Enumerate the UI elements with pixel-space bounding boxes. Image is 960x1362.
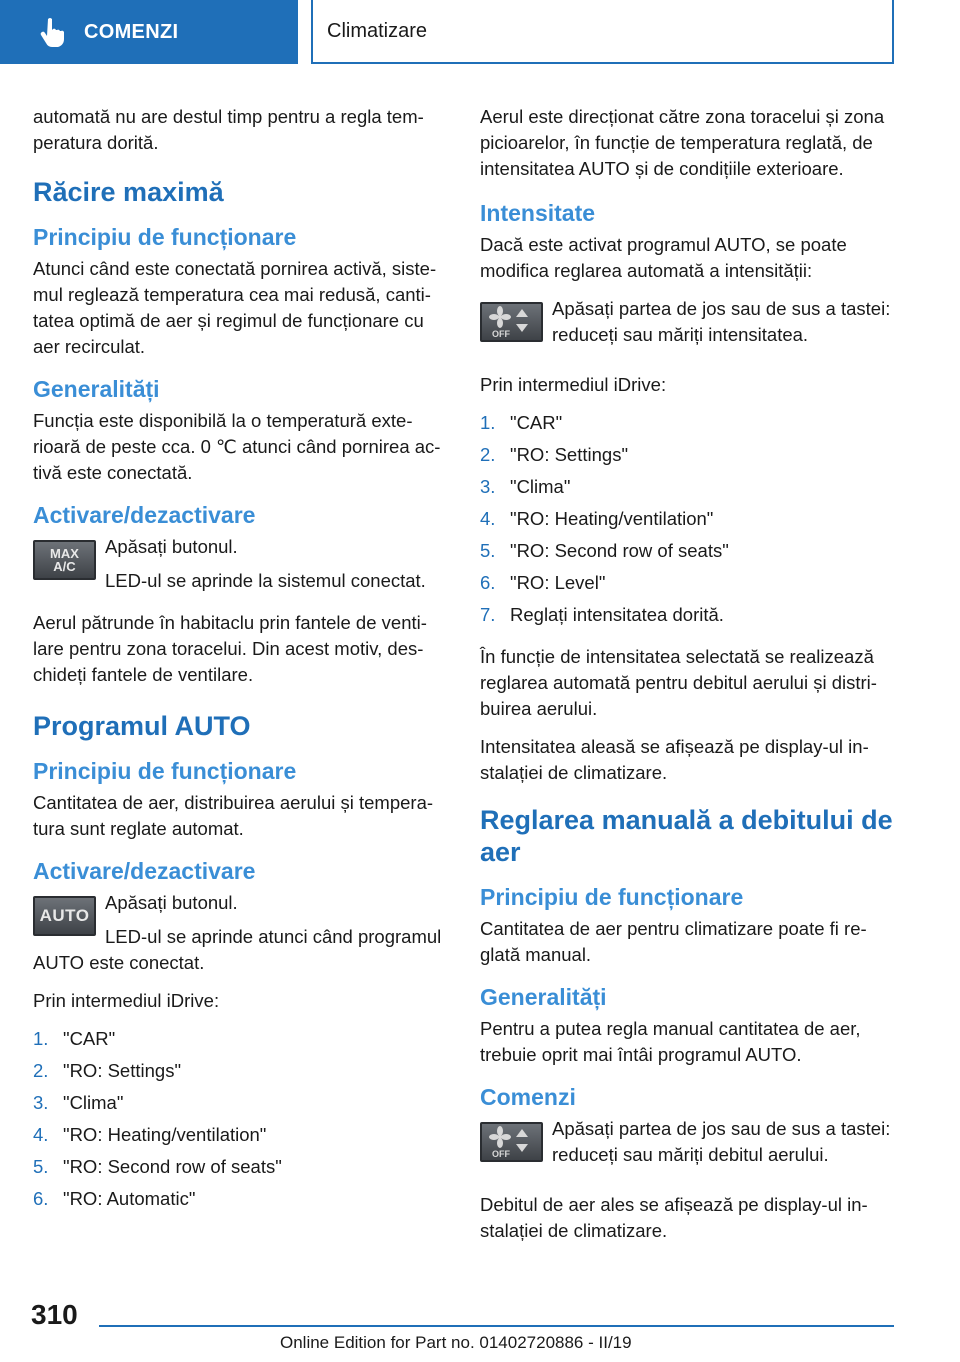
auto-icon-label: AUTO [39,906,90,925]
left-column [33,104,448,1228]
auto-press-text: Apăsați butonul. [105,892,238,913]
list-item: 6. "RO: Level" [480,572,606,593]
auto-idrive-intro: Prin intermediul iDrive: [33,990,220,1011]
list-item: 4. "RO: Heating/ventilation" [480,508,714,529]
intensity-heading: Intensitate [480,200,596,226]
max-ac-button-icon [33,540,96,580]
right-column [480,104,895,1256]
intensity-steps-list [480,410,895,634]
fan-off-button-icon [480,1122,543,1162]
list-item: 5. "RO: Second row of seats" [480,540,729,561]
auto-principle-text: Cantitatea de aer, distribuirea aerului și temperatura sunt reglate automat. [33,792,434,839]
fan-off-button-icon [480,302,543,342]
list-item: 3. "Clima" [480,476,571,497]
list-item: 5. "RO: Second row of seats" [33,1156,282,1177]
list-item: 1. "CAR" [480,412,563,433]
intensity-display-text: Intensitatea aleasă se afișează pe display-ul instalației de climatizare. [480,736,869,783]
chapter-title: Climatizare [327,19,428,42]
auto-button-row [33,890,448,925]
air-direction-text: Aerul este direcționat către zona toracelui și zona picioarelor, în funcție de temperatura reglată, de intensitatea AUTO și de condițiile exterioare. [480,106,885,179]
list-item: 6. "RO: Automatic" [33,1188,196,1209]
general-text: Funcția este disponibilă la o temperatură exterioară de peste cca. 0 ℃ atunci când pornirea activă este conectată. [33,410,441,483]
intensity-press-text: Apăsați partea de jos sau de sus a tastei: reduceți sau măriți intensitatea. [552,298,891,345]
list-item: 1. "CAR" [33,1028,116,1049]
intensity-after-text: În funcție de intensitatea selectată se realizează reglarea automată pentru debitul aerului și distribuirea aerului. [480,646,877,719]
auto-program-title: Programul AUTO [33,711,251,741]
controls-heading: Comenzi [480,1084,576,1110]
general-heading: Generalități [33,376,160,402]
footer-divider [99,1325,894,1327]
manual-flow-title: Reglarea manuală a debitului de aer [480,805,893,867]
list-item: 2. "RO: Settings" [33,1060,182,1081]
auto-button-icon [33,896,96,936]
manual-button-row [480,1116,895,1180]
auto-steps-list [33,1026,448,1218]
page-number: 310 [31,1299,78,1330]
principle-text: Atunci când este conectată pornirea activă, sistemul reglează temperatura cea mai redusă, cantitatea optimă de aer și regimul de funcționare cu aer recirculat. [33,258,437,357]
intensity-text: Dacă este activat programul AUTO, se poate modifica reglarea automată a intensității: [480,234,847,281]
svg-text:OFF: OFF [492,1149,510,1159]
section-tab[interactable] [0,0,298,64]
chapter-header [311,0,894,64]
air-text: Aerul pătrunde în habitaclu prin fantele de ventilare pentru zona toracelui. Din acest motiv, deschideți fantele de ventilare. [33,612,427,685]
manual-press-text: Apăsați partea de jos sau de sus a tastei: reduceți sau măriți debitul aerului. [552,1118,891,1165]
intro-text: automată nu are destul timp pentru a regla temperatura dorită. [33,106,424,153]
intensity-button-row [480,296,895,360]
led-text: LED-ul se aprinde la sistemul conectat. [105,570,426,591]
hand-pointer-icon [40,17,66,47]
manual-display-text: Debitul de aer ales se afișează pe display-ul instalației de climatizare. [480,1194,868,1241]
auto-principle-heading: Principiu de funcționare [33,758,297,784]
section-tab-label: COMENZI [84,20,179,43]
principle-heading: Principiu de funcționare [33,224,297,250]
auto-led-text: LED-ul se aprinde atunci când programul AUTO este conectat. [33,926,442,973]
manual-principle-heading: Principiu de funcționare [480,884,744,910]
max-cooling-title: Răcire maximă [33,177,224,207]
max-ac-button-row [33,534,448,598]
list-item: 7. Reglați intensitatea dorită. [480,604,724,625]
list-item: 2. "RO: Settings" [480,444,629,465]
fan-icon [482,1124,541,1160]
manual-general-heading: Generalități [480,984,607,1010]
list-item: 3. "Clima" [33,1092,124,1113]
max-ac-icon-label-top: MAX [50,546,79,561]
fan-icon [482,304,541,340]
edition-text: Online Edition for Part no. 01402720886 - II/19 [280,1333,632,1352]
max-ac-icon-label-bottom: A/C [53,559,76,574]
intensity-idrive-intro: Prin intermediul iDrive: [480,374,667,395]
activation-heading: Activare/dezactivare [33,502,256,528]
manual-principle-text: Cantitatea de aer pentru climatizare poate fi reglată manual. [480,918,867,965]
press-button-text: Apăsați butonul. [105,536,238,557]
auto-activation-heading: Activare/dezactivare [33,858,256,884]
manual-general-text: Pentru a putea regla manual cantitatea de aer, trebuie oprit mai întâi programul AUTO. [480,1018,861,1065]
svg-text:OFF: OFF [492,329,510,339]
list-item: 4. "RO: Heating/ventilation" [33,1124,267,1145]
